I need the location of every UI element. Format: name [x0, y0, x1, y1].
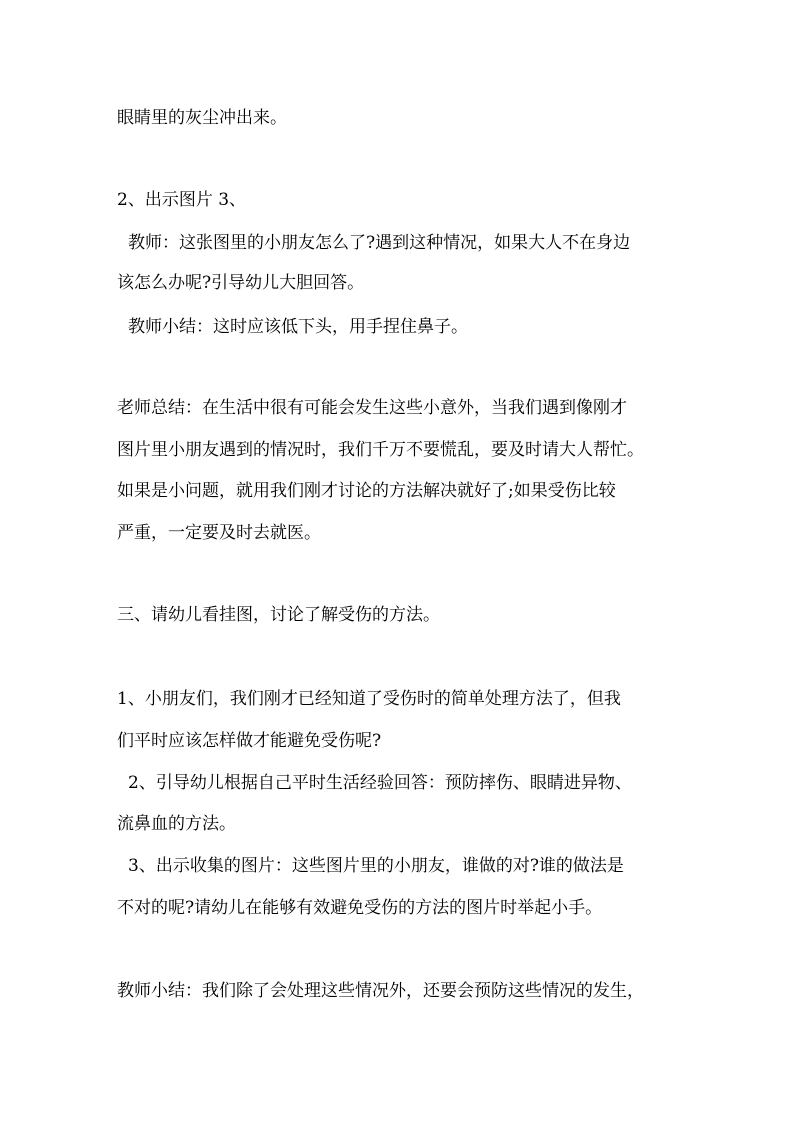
- paragraph-line: 教师小结：我们除了会处理这些情况外，还要会预防这些情况的发生，: [117, 981, 644, 1001]
- paragraph-line: 1、小朋友们，我们刚才已经知道了受伤时的简单处理方法了，但我: [117, 689, 621, 709]
- section-heading: 三、请幼儿看挂图，讨论了解受伤的方法。: [117, 605, 440, 625]
- paragraph-line: 如果是小问题，就用我们刚才讨论的方法解决就好了;如果受伤比较: [117, 481, 616, 501]
- paragraph-line: 2、引导幼儿根据自己平时生活经验回答：预防摔伤、眼睛进异物、: [128, 773, 632, 793]
- section-heading: 2、出示图片 3、: [117, 190, 247, 210]
- paragraph-line: 老师总结：在生活中很有可能会发生这些小意外，当我们遇到像刚才: [117, 398, 627, 418]
- paragraph-line: 们平时应该怎样做才能避免受伤呢?: [117, 731, 382, 751]
- paragraph-line: 教师：这张图里的小朋友怎么了?遇到这种情况，如果大人不在身边: [128, 233, 631, 253]
- paragraph-line: 教师小结：这时应该低下头，用手捏住鼻子。: [128, 317, 468, 337]
- paragraph-line: 图片里小朋友遇到的情况时，我们千万不要慌乱，要及时请大人帮忙。: [117, 440, 644, 460]
- paragraph-line: 眼睛里的灰尘冲出来。: [117, 108, 287, 128]
- paragraph-line: 不对的呢?请幼儿在能够有效避免受伤的方法的图片时举起小手。: [117, 898, 603, 918]
- paragraph-line: 流鼻血的方法。: [117, 814, 236, 834]
- paragraph-line: 该怎么办呢?引导幼儿大胆回答。: [117, 273, 365, 293]
- paragraph-line: 3、出示收集的图片：这些图片里的小朋友，谁做的对?谁的做法是: [128, 856, 624, 876]
- paragraph-line: 严重，一定要及时去就医。: [117, 523, 321, 543]
